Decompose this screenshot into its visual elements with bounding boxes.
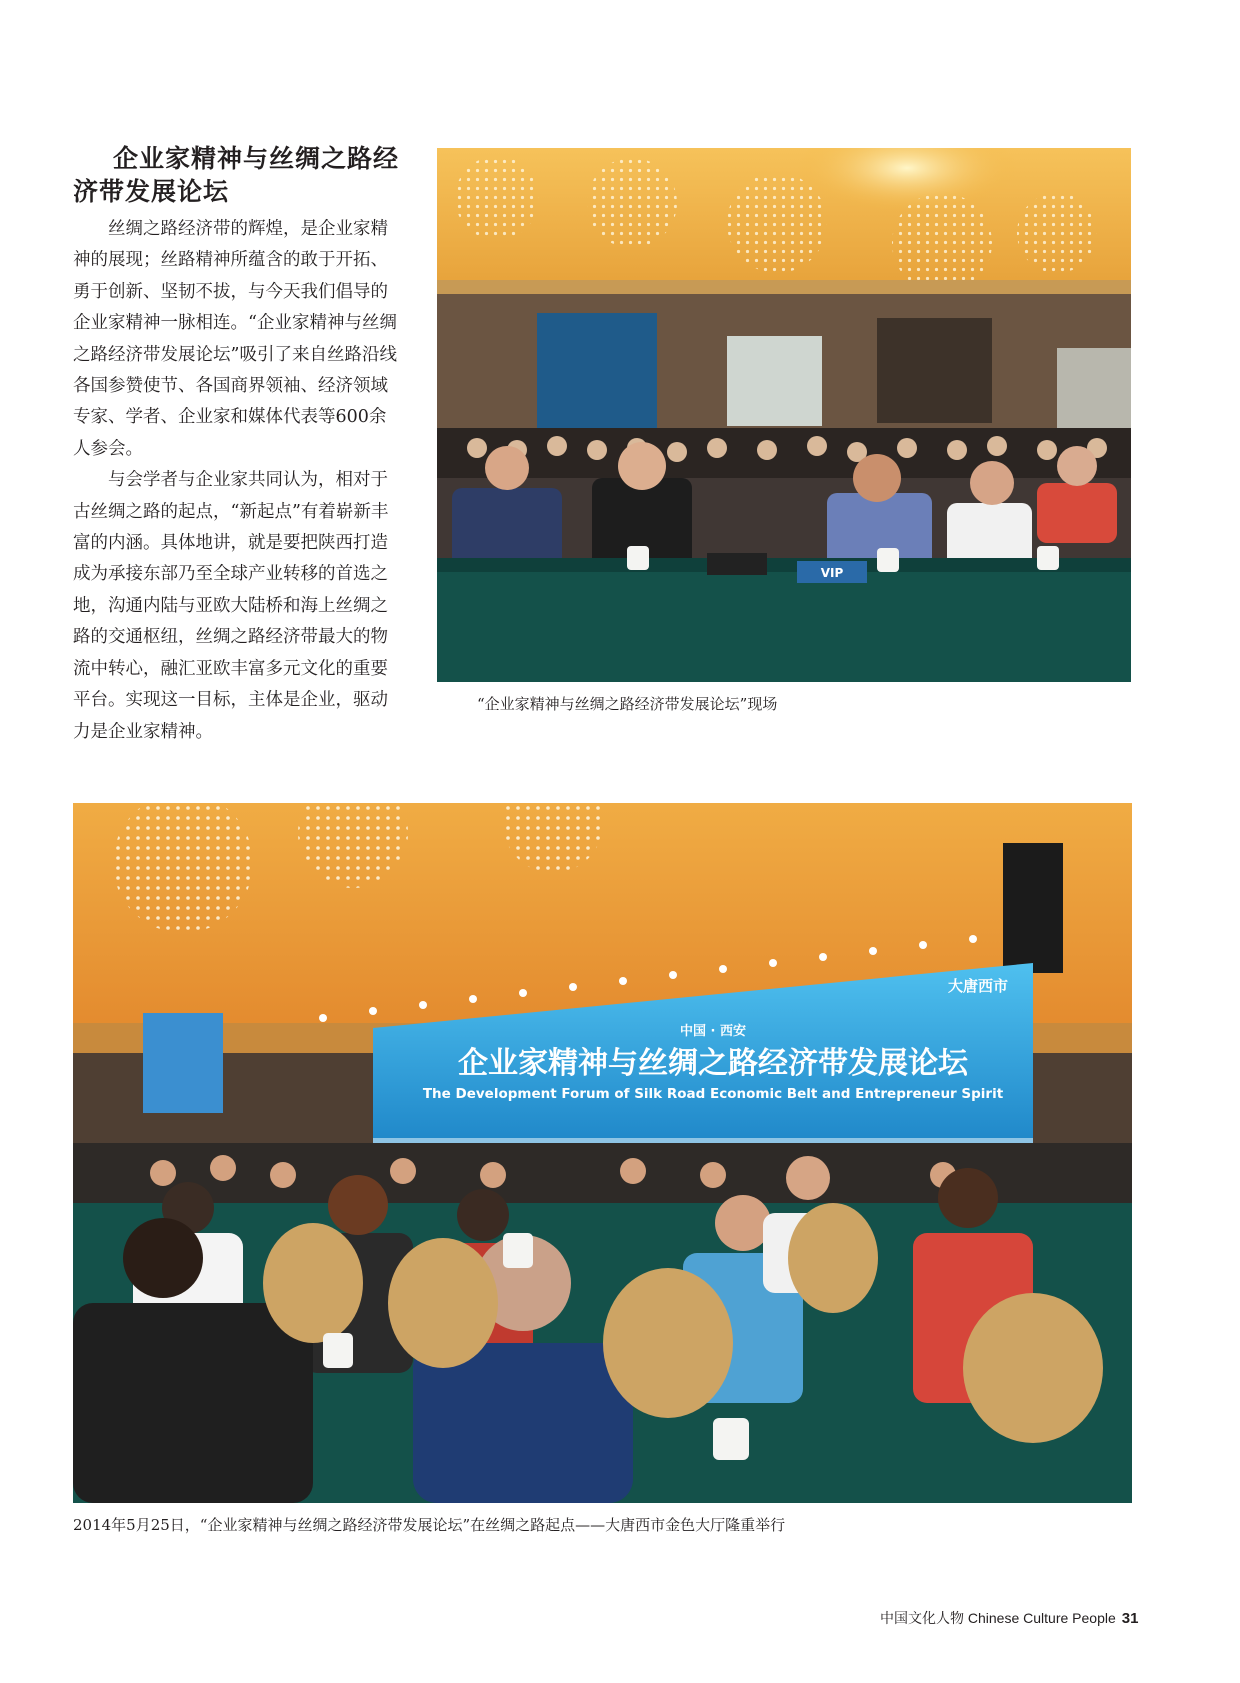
vip-card-label: VIP — [820, 566, 844, 580]
article-body — [73, 214, 403, 748]
forum-audience-photo — [437, 148, 1131, 682]
page-number: 31 — [1121, 1610, 1139, 1627]
golden-hall-photo — [73, 803, 1132, 1503]
page-footer — [880, 1608, 1138, 1628]
screen-logo: 大唐西市 — [947, 977, 1009, 995]
body-paragraph-1: 丝绸之路经济带的辉煌，是企业家精神的展现；丝路精神所蕴含的敢于开拓、勇于创新、坚韧不拔，与今天我们倡导的企业家精神一脉相连。“企业家精神与丝绸之路经济带发展论坛”吸引了来自丝路沿线各国参赞使节、各国商界领袖、经济领域专家、学者、企业家和媒体代表等600余人参会。 — [73, 219, 397, 459]
body-paragraph-2: 与会学者与企业家共同认为，相对于古丝绸之路的起点，“新起点”有着崭新丰富的内涵。具体地讲，就是要把陕西打造成为承接东部乃至全球产业转移的首选之地，沟通内陆与亚欧大陆桥和海上丝绸之路的交通枢纽，丝绸之路经济带最大的物流中转心，融汇亚欧丰富多元文化的重要平台。实现这一目标，主体是企业，驱动力是企业家精神。 — [73, 470, 389, 742]
screen-location-text: 中国 · 西安 — [680, 1024, 746, 1039]
screen-title-en: The Development Forum of Silk Road Economic Belt and Entrepreneur Spirit — [422, 1086, 1004, 1102]
top-photo-caption: “企业家精神与丝绸之路经济带发展论坛”现场 — [477, 695, 778, 713]
headline-line-1: 企业家精神与丝绸之路经 — [113, 144, 400, 173]
bottom-photo-caption: 2014年5月25日，“企业家精神与丝绸之路经济带发展论坛”在丝绸之路起点——大唐西市金色大厅隆重举行 — [73, 1516, 786, 1534]
publication-name: 中国文化人物 Chinese Culture People — [880, 1610, 1116, 1626]
article-headline — [73, 142, 413, 208]
screen-title-cn: 企业家精神与丝绸之路经济带发展论坛 — [458, 1046, 968, 1081]
headline-line-2: 济带发展论坛 — [73, 177, 230, 206]
